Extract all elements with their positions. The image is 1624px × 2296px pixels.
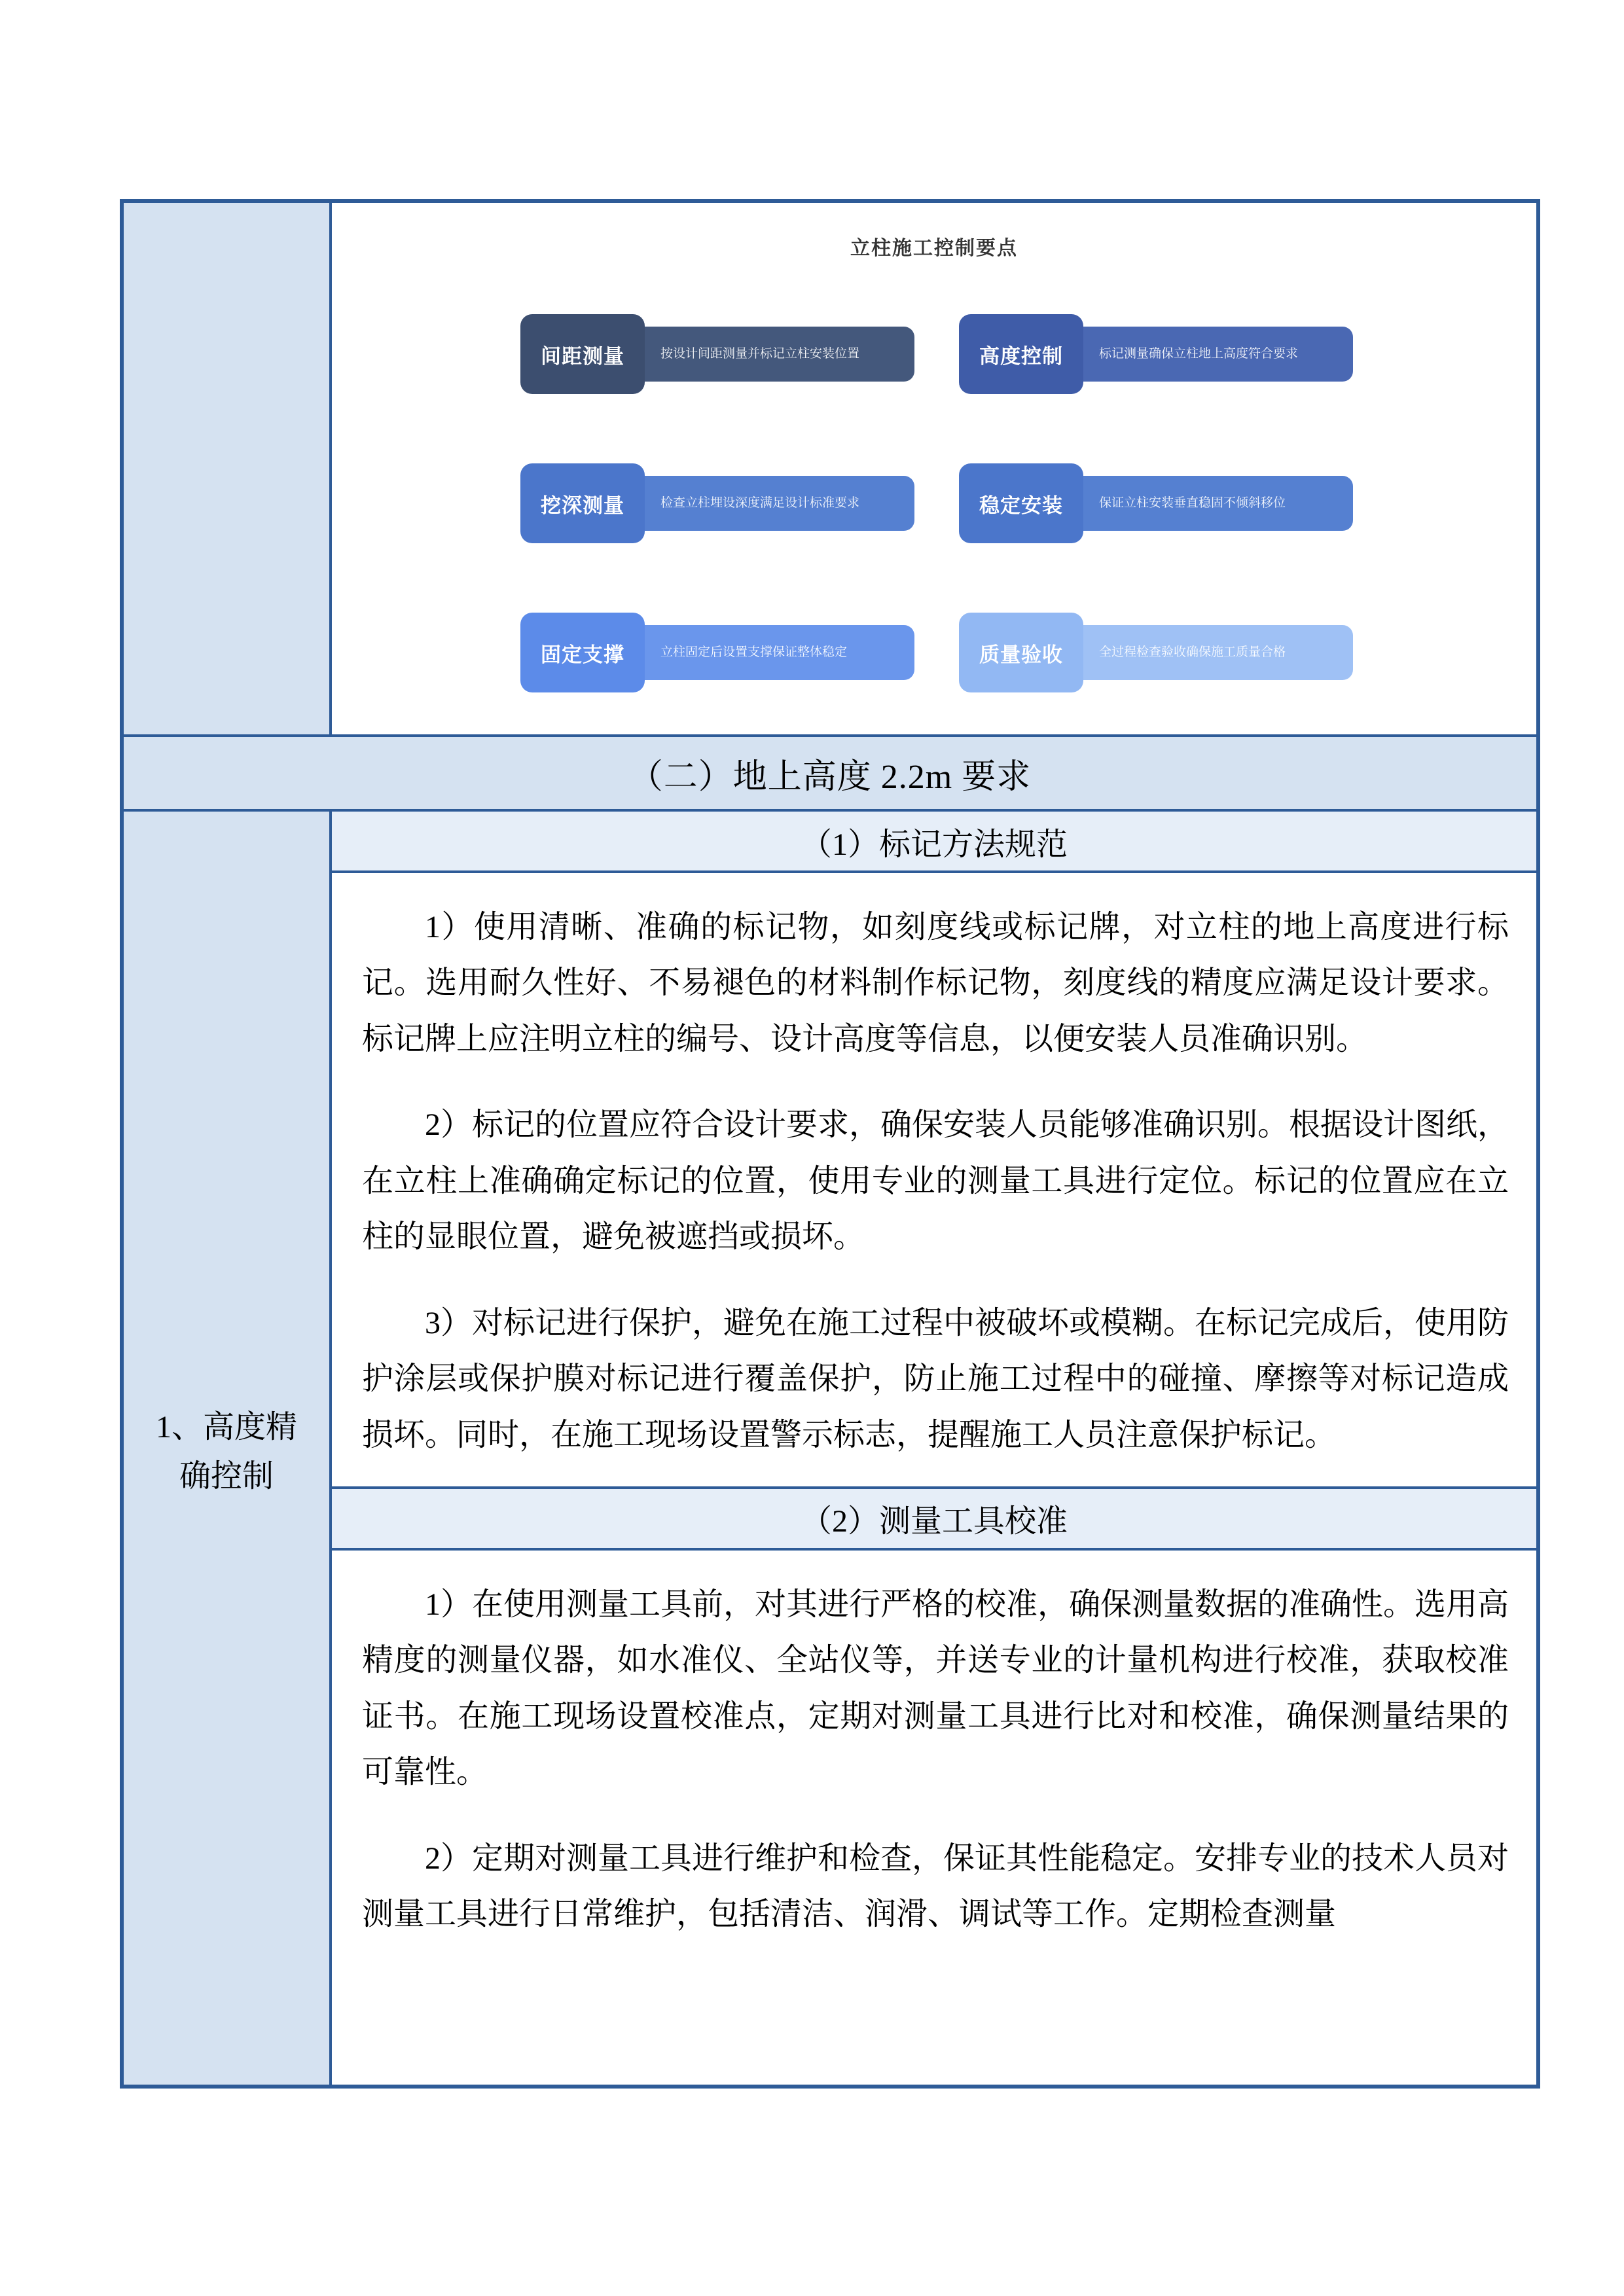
tag-label: 稳定安装 [959, 463, 1083, 543]
subsection-title-2: （2）测量工具校准 [332, 1489, 1536, 1551]
column-construction-diagram [332, 203, 1536, 734]
subsection-title-1: （1）标记方法规范 [332, 812, 1536, 873]
content-cell [332, 812, 1536, 2089]
paragraph: 1）在使用测量工具前，对其进行严格的校准，确保测量数据的准确性。选用高精度的测量仪器，如水准仪、全站仪等，并送专业的计量机构进行校准，获取校准证书。在施工现场设置校准点，定期对测量工具进行比对和校准，确保测量结果的可靠性。 [362, 1587, 1509, 1790]
content-row [124, 812, 1536, 2089]
tag-label: 间距测量 [520, 314, 645, 394]
subsection-body-2 [332, 1551, 1536, 2089]
subsection-body-1 [332, 873, 1536, 1489]
row-label-cell [124, 812, 332, 2089]
tag-desc: 保证立柱安装垂直稳固不倾斜移位 [1066, 476, 1353, 531]
paragraph: 1）使用清晰、准确的标记物，如刻度线或标记牌，对立柱的地上高度进行标记。选用耐久性好、不易褪色的材料制作标记物，刻度线的精度应满足设计要求。标记牌上应注明立柱的编号、设计高度等信息，以便安装人员准确识别。 [362, 910, 1509, 1056]
tag-desc: 检查立柱埋设深度满足设计标准要求 [628, 476, 914, 531]
tag-spacing-measure [520, 314, 914, 394]
tag-desc: 标记测量确保立柱地上高度符合要求 [1066, 327, 1353, 382]
diagram-cell [332, 203, 1536, 734]
tag-height-control [959, 314, 1353, 394]
tag-desc: 全过程检查验收确保施工质量合格 [1066, 625, 1353, 680]
section-header: （二）地上高度 2.2m 要求 [124, 737, 1536, 812]
paragraph: 3）对标记进行保护，避免在施工过程中被破坏或模糊。在标记完成后，使用防护涂层或保护膜对标记进行覆盖保护，防止施工过程中的碰撞、摩擦等对标记造成损坏。同时，在施工现场设置警示标志，提醒施工人员注意保护标记。 [362, 1305, 1509, 1452]
tag-label: 高度控制 [959, 314, 1083, 394]
tag-label: 质量验收 [959, 613, 1083, 692]
diagram-title: 立柱施工控制要点 [850, 238, 1018, 259]
diagram-tag-grid [332, 314, 1536, 692]
tag-fix-support [520, 613, 914, 692]
tag-label: 挖深测量 [520, 463, 645, 543]
diagram-row [124, 203, 1536, 737]
tag-stable-install [959, 463, 1353, 543]
tag-desc: 按设计间距测量并标记立柱安装位置 [628, 327, 914, 382]
row-label: 1、高度精确控制 [155, 1410, 297, 1494]
paragraph: 2）定期对测量工具进行维护和检查，保证其性能稳定。安排专业的技术人员对测量工具进行日常维护，包括清洁、润滑、调试等工作。定期检查测量 [362, 1840, 1509, 1932]
tag-label: 固定支撑 [520, 613, 645, 692]
document-table [120, 199, 1540, 2089]
paragraph: 2）标记的位置应符合设计要求，确保安装人员能够准确识别。根据设计图纸，在立柱上准确确定标记的位置，使用专业的测量工具进行定位。标记的位置应在立柱的显眼位置，避免被遮挡或损坏。 [362, 1107, 1509, 1255]
tag-quality-check [959, 613, 1353, 692]
tag-desc: 立柱固定后设置支撑保证整体稳定 [628, 625, 914, 680]
tag-depth-measure [520, 463, 914, 543]
empty-merged-cell [124, 203, 332, 734]
